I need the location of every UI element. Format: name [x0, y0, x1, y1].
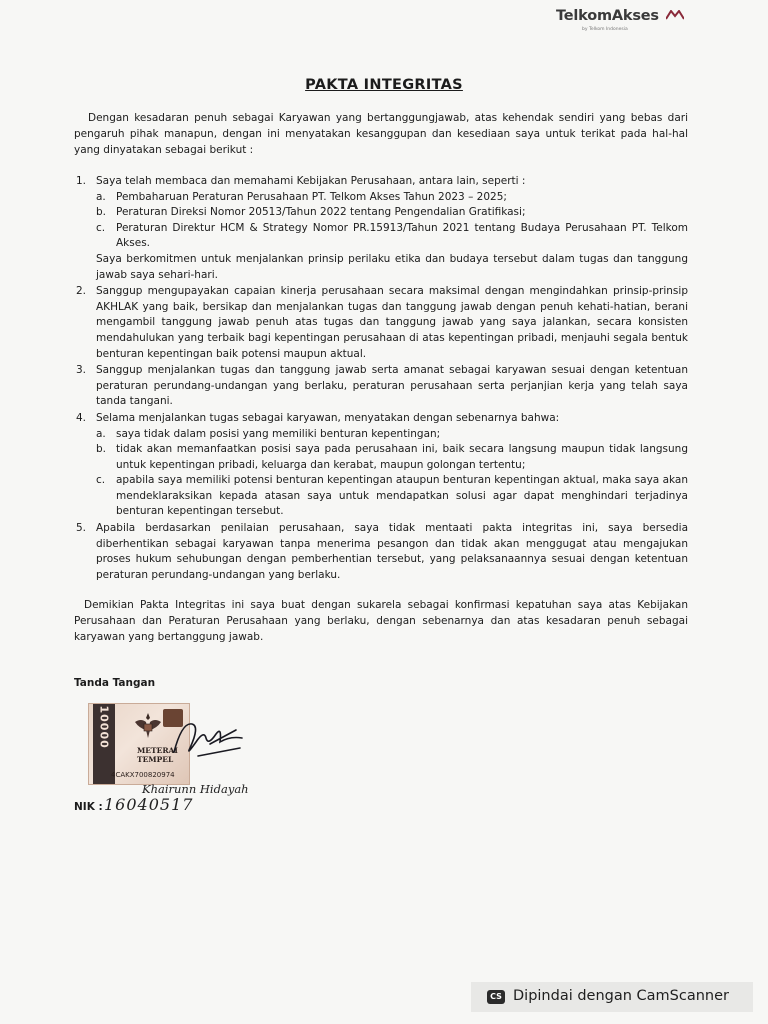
sub-text: Peraturan Direktur HCM & Strategy Nomor PR.15913/Tahun 2021 tentang Budaya Perusahaan PT. Telkom Akses. — [116, 221, 688, 250]
sub-mark: a. — [96, 427, 106, 440]
item-number: 2. — [76, 285, 87, 298]
sub-text: Peraturan Direksi Nomor 20513/Tahun 2022 tentang Pengendalian Gratifikasi; — [116, 206, 526, 219]
camscanner-watermark — [471, 982, 753, 1012]
logo-mark-icon — [666, 10, 684, 20]
sub-mark: b. — [96, 206, 107, 219]
signatory-name: Khairunn Hidayah — [142, 782, 249, 796]
sub-mark: c. — [96, 221, 106, 234]
list-item — [74, 284, 688, 362]
closing-paragraph — [74, 597, 688, 645]
closing-text: Demikian Pakta Integritas ini saya buat dengan sukarela sebagai konfirmasi kepatuhan saya atas Kebijakan Perusahaan dan Peraturan Perusahaan yang berlaku, dengan sebenarnya dan atas kesadaran penuh sebagai karyawan yang bertanggung jawab. — [74, 599, 688, 643]
intro-text: Dengan kesadaran penuh sebagai Karyawan yang bertanggungjawab, atas kehendak sendiri yang bebas dari pengaruh pihak manapun, dengan ini menyatakan kesanggupan dan kesediaan saya untuk terikat pada hal-hal yang dinyatakan sebagai berikut : — [74, 112, 688, 156]
item-text: Sanggup mengupayakan capaian kinerja perusahaan secara maksimal dengan mengindahkan prinsip-prinsip AKHLAK yang baik, bersikap dan menjalankan tugas dan tanggung jawab dengan penuh kehati-hatian, berani mengambil tanggung jawab penuh atas tugas dan tanggung jawab yang saya jalankan, secara konsisten mendahulukan yang terbaik bagi kepentingan perusahaan di atas kepentingan pribadi, menjauhi segala bentuk benturan kepentingan baik potensi maupun aktual. — [96, 285, 688, 360]
sub-item — [96, 427, 688, 443]
item-text: Saya telah membaca dan memahami Kebijakan Perusahaan, antara lain, seperti : — [96, 175, 526, 187]
signature-label: Tanda Tangan — [74, 677, 156, 689]
nik-value: 16040517 — [104, 795, 194, 814]
document-title: PAKTA INTEGRITAS — [305, 77, 463, 93]
item-number: 5. — [76, 522, 87, 535]
camscanner-icon: CS — [487, 990, 505, 1004]
garuda-emblem-icon — [133, 710, 163, 742]
list-item — [74, 411, 688, 520]
item-number: 3. — [76, 364, 87, 377]
sub-list — [96, 190, 688, 252]
sub-mark: c. — [96, 474, 106, 487]
stamp-value: 10000 — [97, 705, 111, 749]
item-text: Sanggup menjalankan tugas dan tanggung jawab serta amanat sebagai karyawan sesuai dengan ketentuan peraturan perundang-undangan yang berlaku, peraturan perusahaan serta perjanjian kerja yang telah saya tanda tangani. — [96, 364, 688, 408]
sub-text: tidak akan memanfaatkan posisi saya pada perusahaan ini, baik secara langsung maupun tidak langsung untuk kepentingan pribadi, keluarga dan kerabat, maupun golongan tertentu; — [116, 443, 688, 471]
list-item — [74, 521, 688, 583]
list-item — [74, 363, 688, 410]
sub-mark: a. — [96, 190, 106, 203]
item-text: Apabila berdasarkan penilaian perusahaan, saya tidak mentaati pakta integritas ini, saya bersedia diberhentikan sebagai karyawan tanpa menerima pesangon dan tidak akan menggugat atau mengajukan proses hukum sehubungan dengan pemberhentian tersebut, yang pelaksanaannya sesuai dengan ketentuan peraturan perundang-undangan yang berlaku. — [96, 522, 688, 581]
list-item — [74, 174, 688, 283]
sub-text: Pembaharuan Peraturan Perusahaan PT. Telkom Akses Tahun 2023 – 2025; — [116, 190, 507, 203]
item-text: Selama menjalankan tugas sebagai karyawan, menyatakan dengan sebenarnya bahwa: — [96, 411, 560, 424]
company-logo — [556, 8, 684, 38]
item-after-text: Saya berkomitmen untuk menjalankan prinsip perilaku etika dan budaya tersebut dalam tugas dan tanggung jawab saya sehari-hari. — [96, 252, 688, 281]
sub-item — [96, 442, 688, 473]
logo-text: TelkomAkses — [556, 8, 659, 24]
stamp-code: 4CAKX700820974 — [111, 771, 175, 779]
sub-item — [96, 221, 688, 252]
sub-text: apabila saya memiliki potensi benturan kepentingan ataupun benturan kepentingan aktual, maka saya akan mendeklaraksikan kepada atasan saya untuk mendapatkan solusi agar dapat menghindari terjadinya benturan kepentingan tersebut. — [116, 474, 688, 518]
handwritten-signature — [170, 712, 250, 764]
stamp-text: METERAI TEMPEL — [137, 746, 178, 764]
sub-item — [96, 205, 688, 221]
commitment-list — [74, 174, 688, 584]
item-number: 4. — [76, 411, 87, 424]
camscanner-text: Dipindai dengan CamScanner — [513, 988, 730, 1004]
sub-item — [96, 190, 688, 206]
nik-label: NIK : — [74, 801, 103, 813]
sub-text: saya tidak dalam posisi yang memiliki benturan kepentingan; — [116, 427, 441, 440]
intro-paragraph — [74, 110, 688, 158]
logo-subtext: by Telkom Indonesia — [582, 27, 628, 32]
sub-list — [96, 427, 688, 521]
sub-mark: b. — [96, 443, 107, 456]
item-number: 1. — [76, 175, 87, 187]
sub-item — [96, 473, 688, 520]
